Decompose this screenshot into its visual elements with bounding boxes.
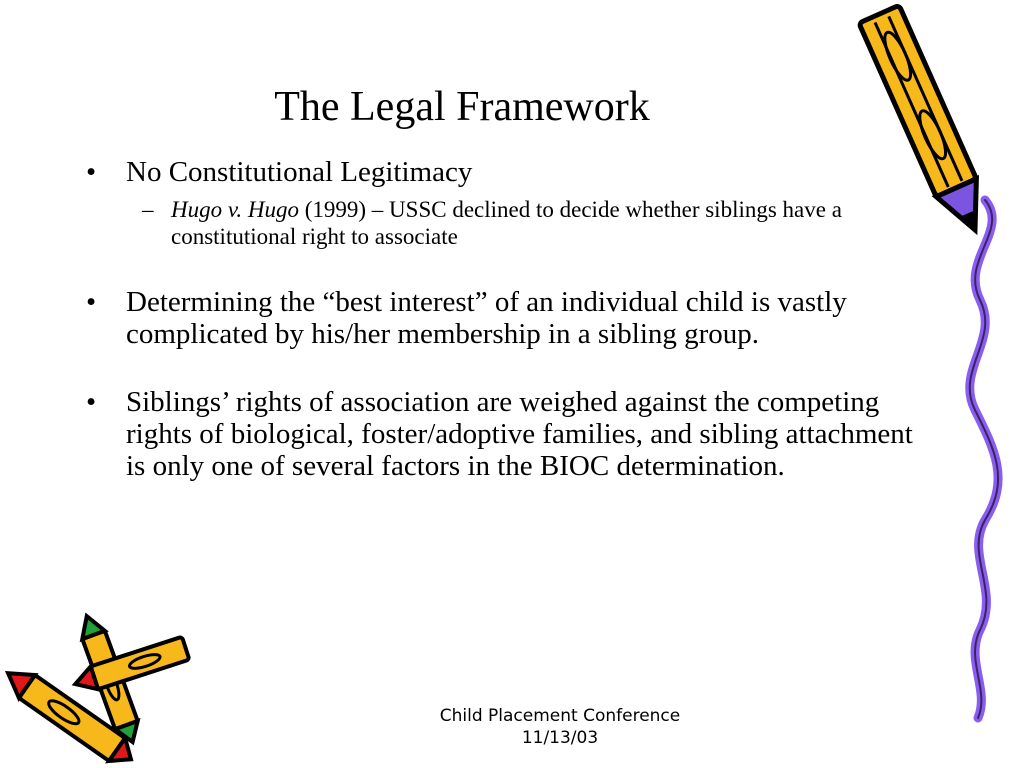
bullet-item (86, 156, 936, 250)
sub-bullet-text: (1999) – USSC declined to decide whether siblings have a constitutional right to associate (171, 197, 842, 249)
bullet-text: Determining the “best interest” of an individual child is vastly complicated by his/her membership in a sibling group. (126, 286, 847, 350)
sub-bullet-item (126, 196, 936, 250)
slide-title: The Legal Framework (274, 84, 650, 130)
bullet-marker: • (86, 286, 97, 318)
footer-date: 11/13/03 (521, 728, 599, 748)
crayons-icon (0, 618, 210, 768)
bullet-text: Siblings’ rights of association are weighed against the competing rights of biological, foster/adoptive families, and sibling attachment is only one of several factors in the BIOC determination. (126, 386, 913, 482)
footer-conference: Child Placement Conference (439, 706, 681, 726)
sub-bullet-list (126, 196, 936, 250)
bullet-list (86, 156, 936, 482)
bullet-marker: • (86, 156, 97, 188)
squiggle-line (950, 200, 1024, 720)
bullet-item (86, 386, 936, 482)
case-name: Hugo v. Hugo (171, 197, 299, 222)
bullet-item (86, 286, 936, 350)
bullet-text: No Constitutional Legitimacy (126, 156, 473, 188)
slide-footer (400, 705, 720, 749)
sub-bullet-marker: – (142, 197, 154, 222)
bullet-marker: • (86, 386, 97, 418)
